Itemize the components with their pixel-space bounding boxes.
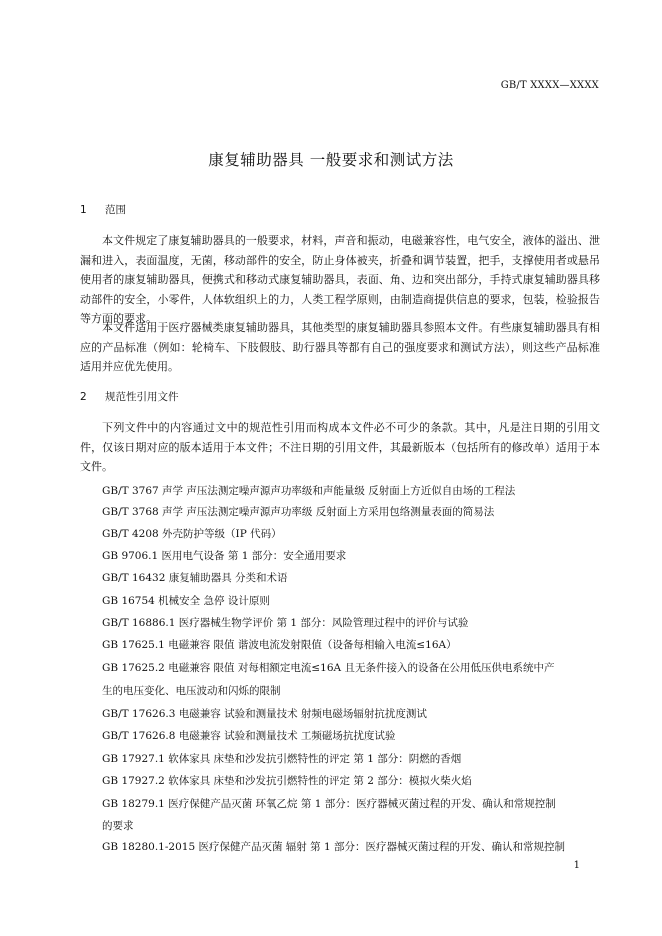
- scope-paragraph-1: 本文件规定了康复辅助器具的一般要求，材料，声音和振动，电磁兼容性，电气安全，液体的溢出、泄漏和进入，表面温度，无菌，移动部件的安全，防止身体被夹，折叠和调节装置，把手，支撑使用者或悬吊使用者的康复辅助器具，便携式和移动式康复辅助器具，表面、角、边和突出部分，手持式康复辅助器具移动部件的安全，小零件，人体软组织上的力，人类工程学原则，由制造商提供信息的要求，包装，检验报告等方面的要求。: [80, 234, 600, 325]
- scope-paragraph-2: 本文件适用于医疗器械类康复辅助器具，其他类型的康复辅助器具参照本文件。有些康复辅助器具有相应的产品标准（例如：轮椅车、下肢假肢、助行器具等都有自己的强度要求和测试方法），则这些产品标准适用并应优先使用。: [80, 321, 600, 373]
- section-heading-normative-references: [80, 389, 179, 404]
- reference-item: GB/T 3768 声学 声压法测定噪声源声功率级 反射面上方采用包络测量表面的简易法: [102, 506, 495, 518]
- document-title: 康复辅助器具 一般要求和测试方法: [208, 151, 454, 169]
- section-title: 范围: [105, 204, 126, 216]
- reference-item: GB 17625.2 电磁兼容 限值 对每相额定电流≤16A 且无条件接入的设备在公用低压供电系统中产: [102, 662, 555, 674]
- section-number: 2: [80, 391, 87, 403]
- reference-item: GB 18279.1 医疗保健产品灭菌 环氧乙烷 第 1 部分：医疗器械灭菌过程的开发、确认和常规控制: [102, 798, 556, 810]
- reference-item-continuation: 的要求: [102, 820, 134, 832]
- reference-item-continuation: 生的电压变化、电压波动和闪烁的限制: [102, 685, 281, 697]
- reference-item: GB/T 17626.8 电磁兼容 试验和测量技术 工频磁场抗扰度试验: [102, 730, 396, 742]
- reference-item: GB 17625.1 电磁兼容 限值 谐波电流发射限值（设备每相输入电流≤16A）: [102, 639, 457, 651]
- section-heading-scope: [80, 202, 126, 217]
- page-number: 1: [573, 860, 580, 871]
- reference-item: GB/T 17626.3 电磁兼容 试验和测量技术 射频电磁场辐射抗扰度测试: [102, 708, 427, 720]
- reference-item: GB/T 16886.1 医疗器械生物学评价 第 1 部分：风险管理过程中的评价与试验: [102, 617, 469, 629]
- references-intro-paragraph: 下列文件中的内容通过文中的规范性引用而构成本文件必不可少的条款。其中，凡是注日期的引用文件，仅该日期对应的版本适用于本文件；不注日期的引用文件，其最新版本（包括所有的修改单）适用于本文件。: [80, 421, 600, 473]
- section-number: 1: [80, 204, 87, 216]
- standard-code: GB/T XXXX—XXXX: [500, 80, 599, 91]
- reference-item: GB/T 4208 外壳防护等级（IP 代码）: [102, 528, 282, 540]
- reference-item: GB/T 3767 声学 声压法测定噪声源声功率级和声能量级 反射面上方近似自由场的工程法: [102, 485, 516, 497]
- reference-item: GB 9706.1 医用电气设备 第 1 部分：安全通用要求: [102, 550, 347, 562]
- reference-item: GB 17927.2 软体家具 床垫和沙发抗引燃特性的评定 第 2 部分：模拟火柴火焰: [102, 775, 472, 787]
- section-title: 规范性引用文件: [105, 391, 179, 403]
- reference-item: GB 16754 机械安全 急停 设计原则: [102, 595, 270, 607]
- reference-item: GB 18280.1-2015 医疗保健产品灭菌 辐射 第 1 部分：医疗器械灭菌过程的开发、确认和常规控制: [102, 841, 565, 853]
- reference-item: GB 17927.1 软体家具 床垫和沙发抗引燃特性的评定 第 1 部分：阴燃的香烟: [102, 753, 462, 765]
- reference-item: GB/T 16432 康复辅助器具 分类和术语: [102, 572, 288, 584]
